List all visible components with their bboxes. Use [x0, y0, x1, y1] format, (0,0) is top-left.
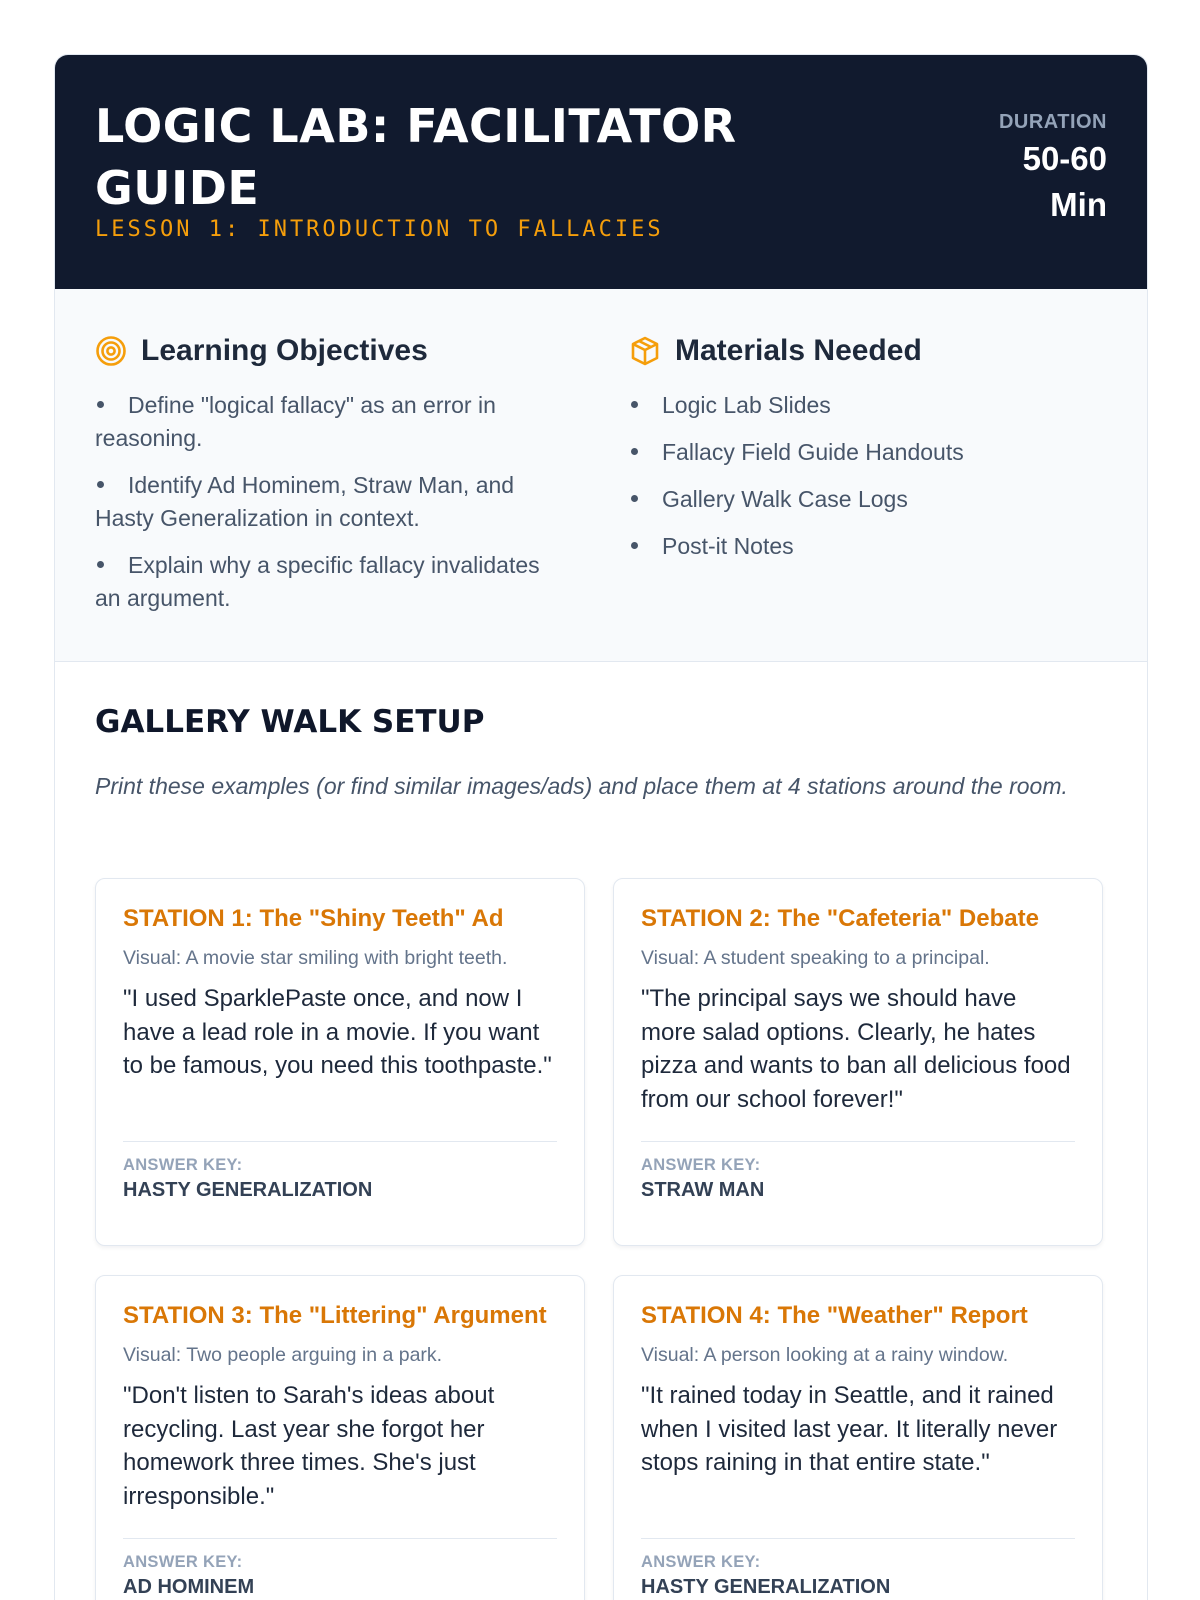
material-text: Logic Lab Slides	[662, 392, 831, 418]
bullet-dot	[631, 542, 638, 549]
objectives-header	[95, 333, 565, 369]
station-title: STATION 2: The "Cafeteria" Debate	[641, 905, 1039, 932]
duration-block	[977, 111, 1107, 228]
objective-text: Identify Ad Hominem, Straw Man, and Hasty Generalization in context.	[95, 472, 515, 531]
materials-title: Materials Needed	[675, 334, 922, 367]
target-icon	[95, 335, 127, 367]
lesson-subtitle: LESSON 1: INTRODUCTION TO FALLACIES	[95, 217, 664, 242]
answer-key-label: ANSWER KEY:	[123, 1156, 243, 1174]
gallery-title: GALLERY WALK SETUP	[95, 704, 485, 740]
station-card-1	[95, 878, 585, 1246]
station-card-2	[613, 878, 1103, 1246]
answer-key-label: ANSWER KEY:	[641, 1156, 761, 1174]
answer-key	[641, 1141, 1075, 1202]
station-quote: "The principal says we should have more salad options. Clearly, he hates pizza and wants to ban all delicious food from our school forever!"	[641, 985, 1071, 1113]
list-item	[95, 389, 565, 455]
answer-key-value: STRAW MAN	[641, 1179, 765, 1201]
objective-text: Explain why a specific fallacy invalidates an argument.	[95, 552, 540, 611]
bullet-dot	[97, 561, 104, 568]
duration-value: 50-60 Min	[1022, 140, 1107, 223]
station-quote: "It rained today in Seattle, and it rained when I visited last year. It literally never stops raining in that entire state."	[641, 1382, 1058, 1476]
station-title: STATION 1: The "Shiny Teeth" Ad	[123, 905, 504, 932]
objectives-column	[95, 333, 565, 629]
material-text: Post-it Notes	[662, 533, 794, 559]
station-title: STATION 3: The "Littering" Argument	[123, 1302, 547, 1329]
bullet-dot	[97, 481, 104, 488]
station-visual: Visual: Two people arguing in a park.	[123, 1344, 443, 1366]
guide-header	[55, 55, 1147, 289]
station-quote: "I used SparklePaste once, and now I have a lead role in a movie. If you want to be famous, you need this toothpaste."	[123, 985, 552, 1079]
materials-column	[629, 333, 1099, 577]
list-item	[95, 469, 565, 535]
overview-section	[55, 289, 1147, 662]
answer-key-value: HASTY GENERALIZATION	[641, 1576, 891, 1598]
bullet-dot	[97, 401, 104, 408]
station-visual: Visual: A student speaking to a principal.	[641, 947, 990, 969]
answer-key	[641, 1538, 1075, 1599]
materials-header	[629, 333, 1099, 369]
answer-key-value: HASTY GENERALIZATION	[123, 1179, 373, 1201]
material-text: Fallacy Field Guide Handouts	[662, 439, 964, 465]
station-visual: Visual: A person looking at a rainy window.	[641, 1344, 1009, 1366]
answer-key-label: ANSWER KEY:	[641, 1553, 761, 1571]
bullet-dot	[631, 401, 638, 408]
station-visual: Visual: A movie star smiling with bright teeth.	[123, 947, 508, 969]
list-item	[629, 436, 1099, 469]
station-card-3	[95, 1275, 585, 1600]
gallery-intro: Print these examples (or find similar images/ads) and place them at 4 stations around the room.	[95, 773, 1068, 799]
materials-list	[629, 389, 1099, 563]
list-item	[629, 530, 1099, 563]
material-text: Gallery Walk Case Logs	[662, 486, 908, 512]
page-title: LOGIC LAB: FACILITATOR GUIDE	[95, 99, 737, 215]
bullet-dot	[631, 448, 638, 455]
guide-card	[54, 54, 1148, 1600]
objectives-list	[95, 389, 565, 615]
answer-key-value: AD HOMINEM	[123, 1576, 255, 1598]
station-quote: "Don't listen to Sarah's ideas about recycling. Last year she forgot her homework three times. She's just irresponsible."	[123, 1382, 495, 1510]
objective-text: Define "logical fallacy" as an error in reasoning.	[95, 392, 496, 451]
list-item	[95, 549, 565, 615]
answer-key	[123, 1538, 557, 1599]
list-item	[629, 389, 1099, 422]
list-item	[629, 483, 1099, 516]
box-icon	[629, 335, 661, 367]
bullet-dot	[631, 495, 638, 502]
duration-label: DURATION	[998, 111, 1107, 133]
station-title: STATION 4: The "Weather" Report	[641, 1302, 1028, 1329]
answer-key-label: ANSWER KEY:	[123, 1553, 243, 1571]
answer-key	[123, 1141, 557, 1202]
station-card-4	[613, 1275, 1103, 1600]
objectives-title: Learning Objectives	[141, 334, 428, 367]
